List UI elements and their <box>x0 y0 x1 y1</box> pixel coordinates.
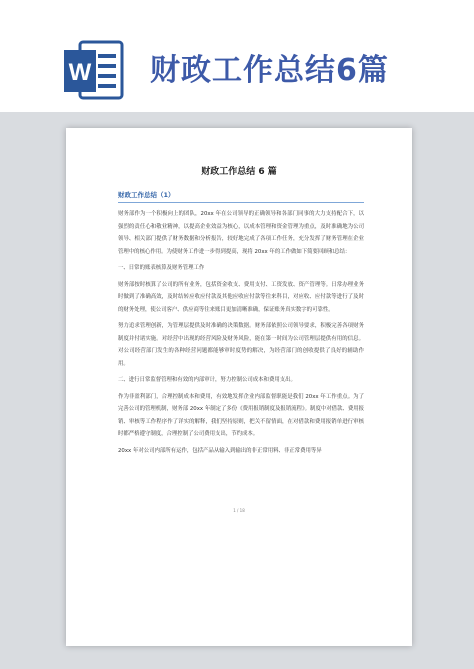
paragraph: 一、日常的账表核算及财务管理工作 <box>118 265 205 271</box>
word-document-icon <box>62 40 124 102</box>
paragraph: 努力追求管理创新，为管理层提供及时准确的决策数据。财务部依照公司领导要求，积极完善各项财务制度并付诸实施。对经营中出现的经营风险及财务风险，能在第一时间为公司管理层提供有用的信息。对公司经营部门发生的各种经营问题都能够审时度势的解决，为经营部门的创收提供了良好的辅助作用。 <box>118 323 364 367</box>
paragraph: 作为非盈利部门，合理控制成本和费用，有效地发挥企业内部监督职能是我们 20xx 年工作重点。为了完善公司的管理机制，财务部 20xx 年制定了多份《费用报销制度及报销流程》。制度中对借款、费用报销、审核等工作程序作了详实的解释，我们坚持原则，把关不留情面，在对借款和费用报销单进行审核时都严格遵守制度，合理控制了公司费用支出，节约成本。 <box>118 393 364 437</box>
paragraph: 财务部作为一个积极向上的团队，20xx 年在公司领导的正确领导和各部门同事的大力支持配合下，以强烈的责任心和敬业精神，以提高企业效益为核心，以成本管理和资金管理为重点，及时准确地为公司领导、相关部门提供了财务数据和分析报告，较好地完成了各项工作任务，充分发挥了财务管理在企业管理中的核心作用。为使财务工作进一步得到提高，现将 20xx 年的工作做如下简要回顾和总结： <box>118 211 364 255</box>
document-body <box>118 208 364 461</box>
document-page <box>66 128 412 646</box>
paragraph: 20xx 年对公司内部所有运作，包括产品从输入到输出的非正常用料、非正常费用等异 <box>118 447 322 454</box>
word-icon-letter: W <box>68 59 92 86</box>
paragraph: 二、进行日常监督管理和有效的内部审计，努力控制公司成本和费用支出。 <box>118 377 296 383</box>
page-number: 1 / 18 <box>233 508 245 513</box>
document-title: 财政工作总结 6 篇 <box>201 167 277 177</box>
header-banner <box>0 0 474 112</box>
paragraph: 财务部按时核算了公司的所有业务，包括资金收支、费用支付、工资发放、资产管理等。日常办理业务时做到了准确高效，及时结转应收应付款及其他应收应付款等往来科目，对应收、应付款等进行了及时的财务处理，使公司客户、供应商等往来账目更加清晰准确，保证账务真实数字的可靠性。 <box>118 281 364 313</box>
banner-title: 财政工作总结6篇 <box>150 53 389 88</box>
section-heading: 财政工作总结（1） <box>118 191 175 199</box>
heading-underline <box>118 202 364 203</box>
